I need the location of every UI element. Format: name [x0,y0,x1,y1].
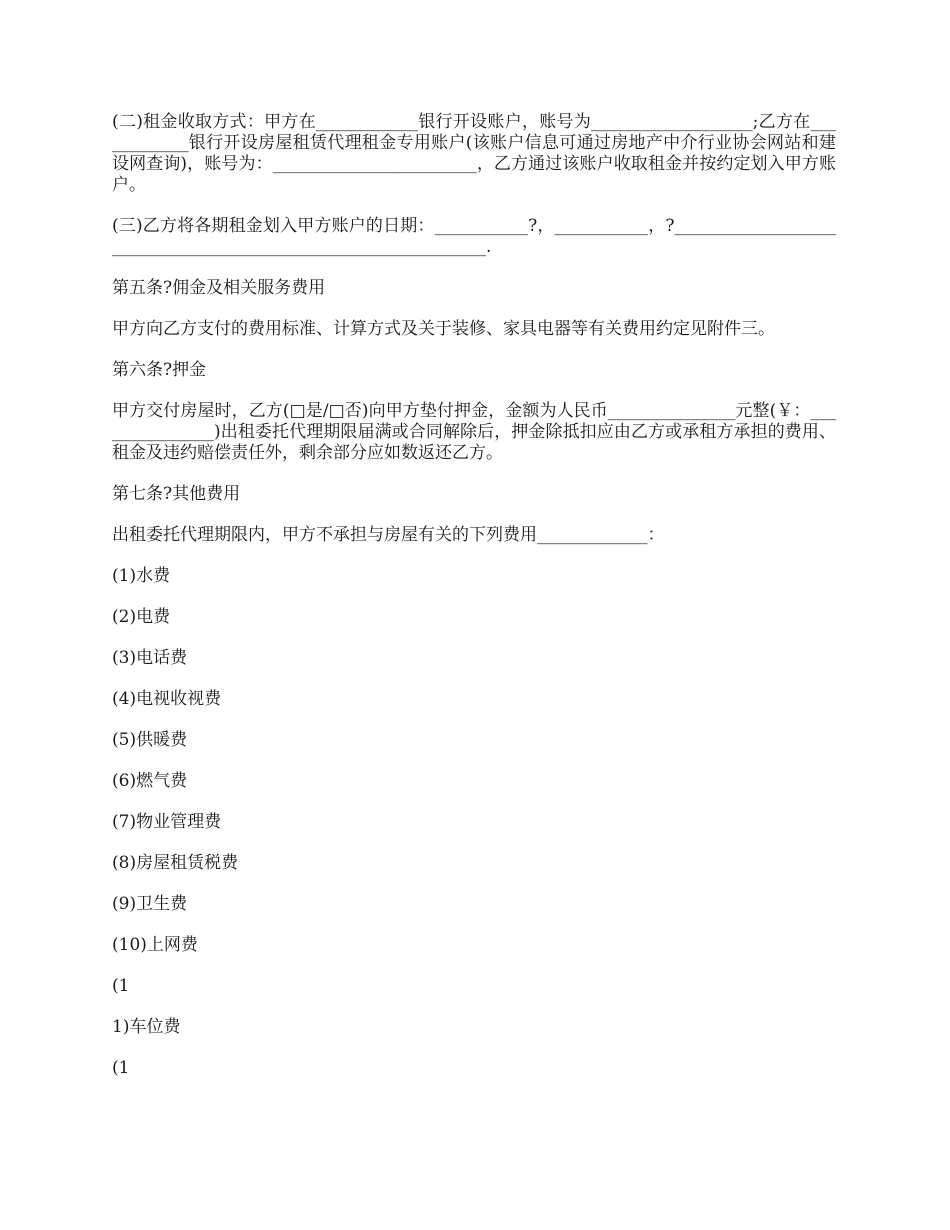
fee-item-property-management: (7)物业管理费 [112,812,222,832]
fee-item-electricity: (2)电费 [112,607,171,627]
article-6-heading: 第六条?押金 [112,360,207,380]
paragraph-deposit: 甲方交付房屋时，乙方(□是/□否)向甲方垫付押金，金额为人民币_______________元整(￥：_______________)出租委托代理期限届满或合同解除后，押金除抵扣应由乙方或承租方承担的费用、租金及违约赔偿责任外，剩余部分应如数返还乙方。 [112,401,836,463]
fee-item-water: (1)水费 [112,566,171,586]
article-5-heading: 第五条?佣金及相关服务费用 [112,278,326,298]
fee-item-tv: (4)电视收视费 [112,689,222,709]
fee-item-telephone: (3)电话费 [112,648,188,668]
fee-item-parking: 1)车位费 [112,1017,181,1037]
document-page [112,112,836,1099]
fee-item-rental-tax: (8)房屋租赁税费 [112,853,239,873]
fee-item-fragment: (1 [112,976,130,996]
fee-item-gas: (6)燃气费 [112,771,188,791]
paragraph-rent-collection: (二)租金收取方式：甲方在____________银行开设账户，账号为___________________;乙方在____________银行开设房屋租赁代理租金专用账户(该账户信息可通过房地产中介行业协会网站和建设网查询)，账号为：________________________，乙方通过该账户收取租金并按约定划入甲方账户。 [112,112,836,195]
article-7-heading: 第七条?其他费用 [112,484,241,504]
fee-item-fragment: (1 [112,1058,130,1078]
fee-item-sanitation: (9)卫生费 [112,894,188,914]
paragraph-other-fees: 出租委托代理期限内，甲方不承担与房屋有关的下列费用_____________： [112,525,665,545]
fee-item-internet: (10)上网费 [112,935,198,955]
fee-item-heating: (5)供暖费 [112,730,188,750]
paragraph-transfer-dates: (三)乙方将各期租金划入甲方账户的日期：___________?，___________，?_______________________________________________________________. [112,216,836,257]
paragraph-commission: 甲方向乙方支付的费用标准、计算方式及关于装修、家具电器等有关费用约定见附件三。 [112,319,775,339]
